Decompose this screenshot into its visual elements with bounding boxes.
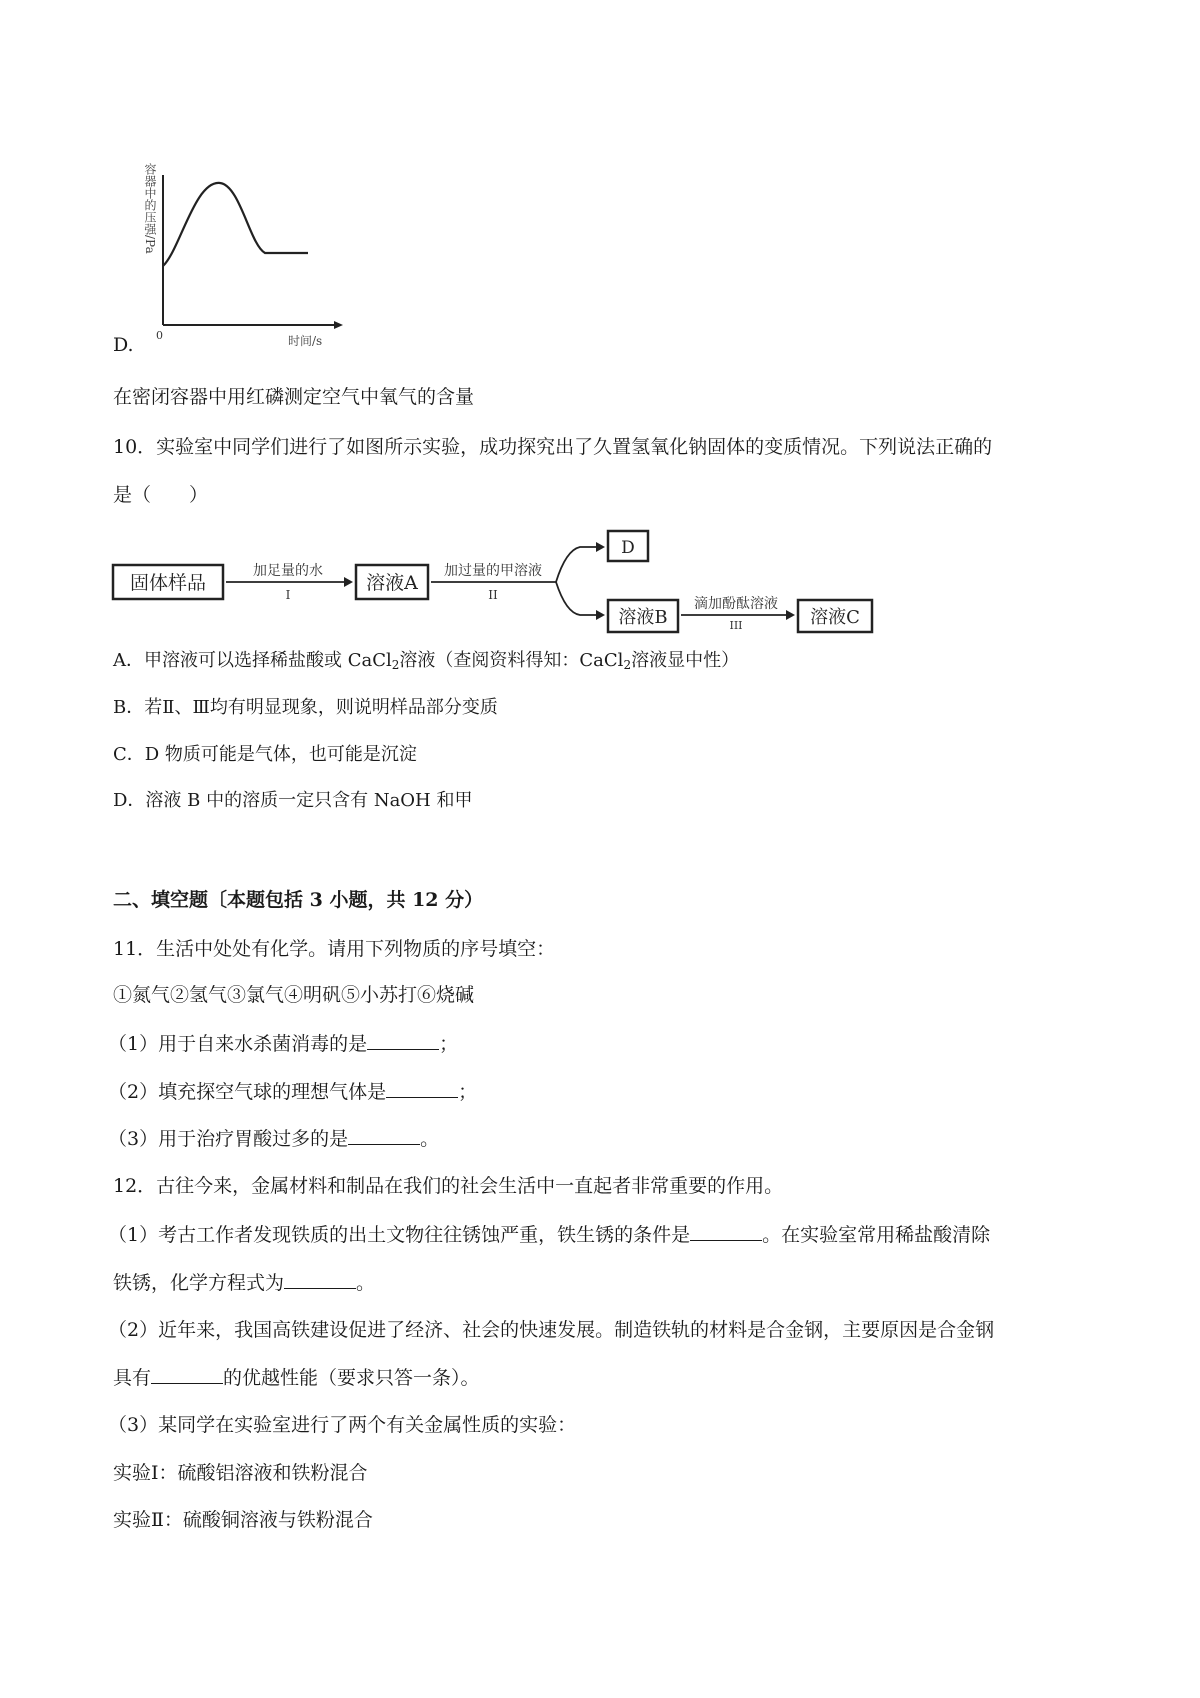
branch-up-head	[596, 542, 605, 552]
arrow1-step: I	[285, 588, 291, 602]
q12-stem: 12．古往今来，金属材料和制品在我们的社会生活中一直起者非常重要的作用。	[113, 1175, 784, 1197]
section2-heading: 二、填空题〔本题包括 3 小题，共 12 分）	[113, 889, 484, 911]
q11-part2: （2）填充探空气球的理想气体是 ；	[108, 1081, 478, 1103]
q12-part1-line2: 铁锈，化学方程式为 。	[113, 1272, 376, 1294]
q11-part3: （3）用于治疗胃酸过多的是 。	[108, 1128, 440, 1150]
q10-option-c: C．D 物质可能是气体，也可能是沉淀	[113, 744, 417, 765]
box-solution-a-text: 溶液A	[366, 572, 418, 594]
q12-part2-line2: 具有 的优越性能（要求只答一条）。	[113, 1367, 480, 1389]
arrow3-label: 滴加酚酞溶液	[694, 596, 778, 612]
answer-blank[interactable]	[690, 1222, 762, 1241]
q10-stem-line2: 是（ ）	[113, 484, 209, 506]
q12-part1: （1）考古工作者发现铁质的出土文物往往锈蚀严重，铁生锈的条件是 。在实验室常用稀盐酸清除	[108, 1224, 991, 1246]
origin-label: 0	[156, 329, 163, 342]
box-solution-c-text: 溶液C	[810, 607, 860, 628]
arrow1-head	[344, 577, 353, 587]
experiment-flow-diagram	[108, 525, 898, 632]
answer-blank[interactable]	[151, 1365, 223, 1384]
branch-down-head	[596, 610, 605, 620]
q12-part2-line1: （2）近年来，我国高铁建设促进了经济、社会的快速发展。制造铁轨的材料是合金钢，主要原因是合金钢	[108, 1319, 995, 1341]
pressure-time-graph	[140, 155, 355, 350]
arrow1-label: 加足量的水	[253, 563, 323, 579]
box-d-text: D	[621, 538, 635, 558]
answer-blank[interactable]	[284, 1270, 356, 1289]
x-axis-arrow	[334, 321, 343, 329]
option-d-caption: 在密闭容器中用红磷测定空气中氧气的含量	[113, 386, 475, 408]
answer-blank[interactable]	[367, 1031, 439, 1050]
y-axis-label: 容器中的压强/Pa	[143, 163, 157, 254]
pressure-curve	[163, 183, 308, 266]
q10-option-b: B．若Ⅱ、Ⅲ均有明显现象，则说明样品部分变质	[113, 697, 498, 718]
q11-choices: ①氮气②氢气③氯气④明矾⑤小苏打⑥烧碱	[113, 984, 475, 1006]
box-solution-b-text: 溶液B	[618, 607, 668, 628]
arrow2-step: II	[488, 588, 498, 602]
box-solid-sample-text: 固体样品	[129, 572, 207, 594]
q10-stem-line1: 10．实验室中同学们进行了如图所示实验，成功探究出了久置氢氧化钠固体的变质情况。下列说法正确的	[113, 436, 993, 458]
branch-up	[556, 547, 598, 582]
q12-exp2: 实验Ⅱ：硫酸铜溶液与铁粉混合	[113, 1509, 373, 1531]
arrow2-label: 加过量的甲溶液	[444, 563, 542, 579]
branch-down	[556, 582, 598, 615]
q10-option-a: A．甲溶液可以选择稀盐酸或 CaCl$_2$溶液（查阅资料得知：CaCl$_2$溶液显中性）	[113, 650, 740, 672]
q12-exp1: 实验Ⅰ：硫酸铝溶液和铁粉混合	[113, 1462, 368, 1484]
arrow3-head	[786, 610, 795, 620]
q11-part1: （1）用于自来水杀菌消毒的是 ；	[108, 1033, 459, 1055]
option-d-label: D.	[113, 334, 134, 356]
x-axis-label: 时间/s	[288, 334, 323, 348]
q11-stem: 11．生活中处处有化学。请用下列物质的序号填空：	[113, 938, 556, 960]
answer-blank[interactable]	[348, 1126, 420, 1145]
q10-option-d: D．溶液 B 中的溶质一定只含有 NaOH 和甲	[113, 790, 473, 811]
answer-blank[interactable]	[386, 1079, 458, 1098]
arrow3-step: III	[729, 619, 743, 632]
q12-part3: （3）某同学在实验室进行了两个有关金属性质的实验：	[108, 1414, 577, 1436]
